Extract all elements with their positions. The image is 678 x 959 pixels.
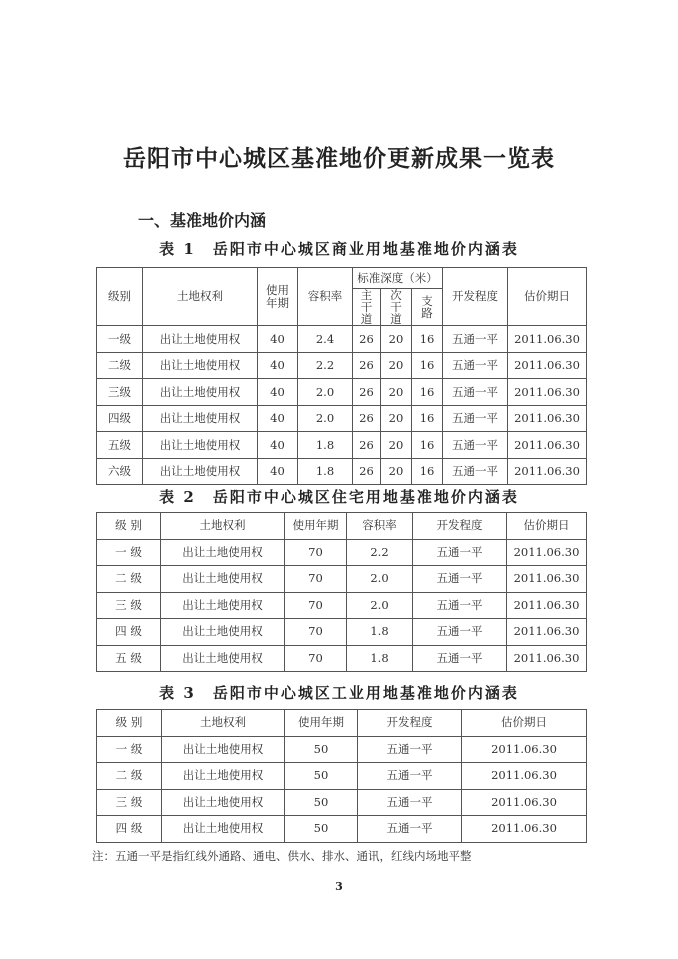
cell-main: 26 (353, 379, 381, 406)
table-row (97, 763, 587, 790)
table-row (97, 736, 587, 763)
cell-date: 2011.06.30 (462, 736, 587, 763)
header-date: 估价期日 (507, 513, 587, 540)
cell-branch: 16 (412, 458, 443, 485)
cell-dev: 五通一平 (413, 539, 507, 566)
cell-main: 26 (353, 326, 381, 353)
cell-right: 出让土地使用权 (143, 432, 258, 459)
cell-term: 70 (285, 645, 347, 672)
document-title: 岳阳市中心城区基准地价更新成果一览表 (123, 145, 555, 172)
table-row (97, 379, 587, 406)
cell-secondary: 20 (381, 352, 412, 379)
cell-term: 70 (285, 619, 347, 646)
cell-far: 1.8 (347, 645, 413, 672)
cell-term: 50 (285, 816, 358, 843)
cell-far: 1.8 (298, 432, 353, 459)
cell-branch: 16 (412, 352, 443, 379)
header-secondary-road: 次干道 (381, 289, 412, 326)
cell-grade: 二 级 (97, 763, 162, 790)
cell-term: 40 (258, 352, 298, 379)
cell-right: 出让土地使用权 (162, 763, 285, 790)
cell-dev: 五通一平 (443, 352, 508, 379)
cell-date: 2011.06.30 (507, 539, 587, 566)
section-heading: 一、基准地价内涵 (138, 211, 267, 230)
table-row (97, 619, 587, 646)
cell-right: 出让土地使用权 (161, 645, 285, 672)
cell-date: 2011.06.30 (462, 816, 587, 843)
cell-far: 2.0 (298, 405, 353, 432)
table-row (97, 592, 587, 619)
cell-grade: 一级 (97, 326, 143, 353)
cell-far: 1.8 (347, 619, 413, 646)
cell-date: 2011.06.30 (508, 405, 587, 432)
header-right: 土地权利 (143, 268, 258, 326)
header-dev: 开发程度 (358, 710, 462, 737)
table-row (97, 458, 587, 485)
cell-dev: 五通一平 (443, 432, 508, 459)
header-right: 土地权利 (162, 710, 285, 737)
header-depth: 标准深度（米） (353, 268, 443, 289)
cell-date: 2011.06.30 (508, 432, 587, 459)
header-grade: 级 别 (97, 513, 161, 540)
cell-secondary: 20 (381, 432, 412, 459)
cell-date: 2011.06.30 (507, 619, 587, 646)
cell-term: 40 (258, 458, 298, 485)
cell-grade: 六级 (97, 458, 143, 485)
cell-date: 2011.06.30 (507, 592, 587, 619)
cell-far: 2.0 (298, 379, 353, 406)
cell-branch: 16 (412, 405, 443, 432)
cell-date: 2011.06.30 (462, 789, 587, 816)
cell-right: 出让土地使用权 (161, 539, 285, 566)
cell-grade: 三 级 (97, 592, 161, 619)
cell-far: 2.2 (347, 539, 413, 566)
header-dev: 开发程度 (413, 513, 507, 540)
header-far: 容积率 (347, 513, 413, 540)
table-row (97, 432, 587, 459)
cell-dev: 五通一平 (413, 566, 507, 593)
table-row (97, 326, 587, 353)
cell-term: 70 (285, 566, 347, 593)
header-date: 估价期日 (462, 710, 587, 737)
table-row (97, 816, 587, 843)
table-row (97, 789, 587, 816)
cell-term: 40 (258, 432, 298, 459)
cell-main: 26 (353, 432, 381, 459)
cell-date: 2011.06.30 (507, 566, 587, 593)
cell-grade: 二 级 (97, 566, 161, 593)
header-far: 容积率 (298, 268, 353, 326)
table-row (97, 645, 587, 672)
cell-dev: 五通一平 (443, 458, 508, 485)
cell-dev: 五通一平 (358, 763, 462, 790)
header-branch-road: 支路 (412, 289, 443, 326)
cell-right: 出让土地使用权 (162, 789, 285, 816)
cell-branch: 16 (412, 432, 443, 459)
cell-right: 出让土地使用权 (143, 458, 258, 485)
cell-dev: 五通一平 (358, 789, 462, 816)
cell-dev: 五通一平 (443, 379, 508, 406)
header-right: 土地权利 (161, 513, 285, 540)
cell-grade: 五级 (97, 432, 143, 459)
cell-grade: 四 级 (97, 619, 161, 646)
header-date: 估价期日 (508, 268, 587, 326)
cell-date: 2011.06.30 (508, 379, 587, 406)
header-term: 使用年期 (258, 268, 298, 326)
cell-grade: 三级 (97, 379, 143, 406)
cell-dev: 五通一平 (413, 592, 507, 619)
cell-branch: 16 (412, 379, 443, 406)
header-dev: 开发程度 (443, 268, 508, 326)
cell-far: 2.0 (347, 592, 413, 619)
cell-grade: 四级 (97, 405, 143, 432)
cell-term: 40 (258, 326, 298, 353)
cell-far: 2.2 (298, 352, 353, 379)
cell-term: 50 (285, 736, 358, 763)
cell-far: 1.8 (298, 458, 353, 485)
cell-right: 出让土地使用权 (161, 619, 285, 646)
cell-term: 70 (285, 539, 347, 566)
cell-date: 2011.06.30 (508, 352, 587, 379)
cell-secondary: 20 (381, 405, 412, 432)
header-term: 使用年期 (285, 710, 358, 737)
header-term: 使用年期 (285, 513, 347, 540)
cell-grade: 二级 (97, 352, 143, 379)
cell-far: 2.4 (298, 326, 353, 353)
page-number: 3 (335, 880, 343, 893)
cell-dev: 五通一平 (443, 405, 508, 432)
cell-dev: 五通一平 (358, 736, 462, 763)
table-row (97, 566, 587, 593)
cell-right: 出让土地使用权 (161, 592, 285, 619)
cell-main: 26 (353, 458, 381, 485)
cell-secondary: 20 (381, 458, 412, 485)
industrial-land-table (96, 709, 587, 843)
cell-grade: 一 级 (97, 539, 161, 566)
cell-grade: 四 级 (97, 816, 162, 843)
cell-dev: 五通一平 (413, 645, 507, 672)
cell-grade: 三 级 (97, 789, 162, 816)
cell-dev: 五通一平 (413, 619, 507, 646)
cell-date: 2011.06.30 (508, 326, 587, 353)
cell-term: 50 (285, 763, 358, 790)
table-row (97, 405, 587, 432)
cell-grade: 一 级 (97, 736, 162, 763)
cell-date: 2011.06.30 (462, 763, 587, 790)
header-main-road: 主干道 (353, 289, 381, 326)
cell-right: 出让土地使用权 (143, 352, 258, 379)
table3-caption: 表 3 岳阳市中心城区工业用地基准地价内涵表 (159, 684, 519, 702)
table2-caption: 表 2 岳阳市中心城区住宅用地基准地价内涵表 (159, 488, 519, 506)
footnote: 注：五通一平是指红线外通路、通电、供水、排水、通讯，红线内场地平整 (92, 849, 472, 863)
table-row (97, 352, 587, 379)
cell-grade: 五 级 (97, 645, 161, 672)
cell-far: 2.0 (347, 566, 413, 593)
cell-dev: 五通一平 (443, 326, 508, 353)
cell-right: 出让土地使用权 (162, 736, 285, 763)
cell-right: 出让土地使用权 (143, 379, 258, 406)
cell-main: 26 (353, 352, 381, 379)
header-grade: 级别 (97, 268, 143, 326)
cell-branch: 16 (412, 326, 443, 353)
residential-land-table (96, 512, 587, 672)
cell-secondary: 20 (381, 379, 412, 406)
cell-right: 出让土地使用权 (162, 816, 285, 843)
cell-term: 70 (285, 592, 347, 619)
cell-date: 2011.06.30 (508, 458, 587, 485)
cell-right: 出让土地使用权 (143, 326, 258, 353)
table-row (97, 539, 587, 566)
cell-date: 2011.06.30 (507, 645, 587, 672)
header-grade: 级 别 (97, 710, 162, 737)
cell-term: 40 (258, 379, 298, 406)
cell-main: 26 (353, 405, 381, 432)
commercial-land-table (96, 267, 587, 485)
cell-term: 50 (285, 789, 358, 816)
cell-right: 出让土地使用权 (161, 566, 285, 593)
cell-right: 出让土地使用权 (143, 405, 258, 432)
cell-dev: 五通一平 (358, 816, 462, 843)
table1-caption: 表 1 岳阳市中心城区商业用地基准地价内涵表 (159, 240, 519, 258)
cell-secondary: 20 (381, 326, 412, 353)
cell-term: 40 (258, 405, 298, 432)
